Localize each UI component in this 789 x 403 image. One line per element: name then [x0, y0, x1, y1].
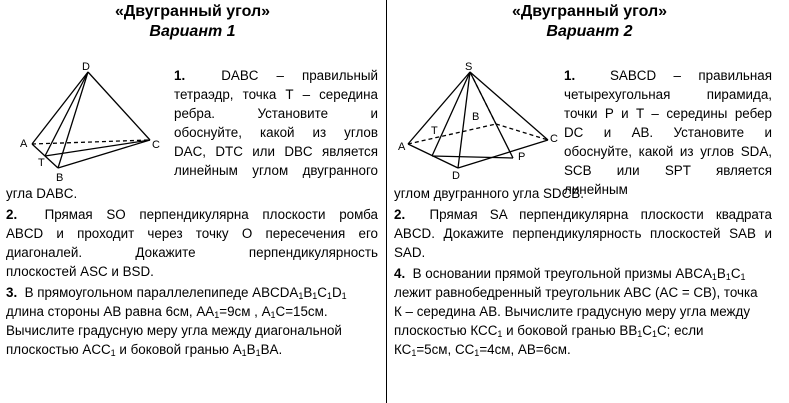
tetrahedron-figure — [14, 60, 164, 185]
task-2-tail: плоскостей ASC и BSD. — [6, 264, 154, 279]
task-1-line-1: 1. DABC – правильный — [174, 68, 378, 83]
label-b: B — [472, 111, 480, 123]
task-3-line-4: плоскостью $ACC_1$ и боковой гранью $A_1B_1BA$. — [6, 342, 283, 358]
label-b: B — [56, 172, 64, 184]
column-divider — [386, 0, 387, 403]
task-2-line-2: ABCD и проходит через точку О пересечения его — [6, 226, 378, 241]
label-c: C — [152, 139, 160, 151]
task-1-line-4: обоснуйте, какой из углов — [174, 125, 378, 140]
label-d: D — [82, 61, 90, 73]
variant-1-title: «Двугранный угол» — [114, 3, 271, 20]
task-1-line-5: DAC, DTC или DBC является — [174, 144, 378, 159]
task-3-line-3: Вычислите градусную меру угла между диагональной — [6, 323, 342, 338]
variant-1-subtitle: Вариант 1 — [149, 23, 236, 40]
task-2-line-1: 2. Прямая SA перпендикулярна плоскости квадрата — [394, 207, 772, 222]
label-p: P — [518, 151, 526, 163]
variant-1-column — [0, 0, 385, 403]
task-1-line-2: тетраэдр, точка Т – середина — [174, 87, 378, 102]
label-d: D — [452, 170, 460, 182]
task-4-line-1: 4. В основании прямой треугольной призмы $ABCA_1B_1C_1$ — [394, 266, 746, 282]
task-2-line-3: диагоналей. Докажите перпендикулярность — [6, 245, 378, 260]
variant-2-column — [390, 0, 789, 403]
label-t: T — [38, 157, 45, 169]
task-2-line-1: 2. Прямая SO перпендикулярна плоскости ромба — [6, 207, 378, 222]
task-1-line-6: линейным углом двугранного — [174, 163, 378, 178]
label-s: S — [465, 61, 473, 73]
label-a: A — [398, 141, 406, 153]
task-3-line-1: 3. В прямоугольном параллелепипеде $ABCDA_1B_1C_1D_1$ — [6, 285, 347, 301]
label-t: T — [431, 125, 438, 137]
task-1-line-2: четырехугольная пирамида, — [564, 87, 772, 102]
task-4-line-3: К – середина АВ. Вычислите градусную меру угла между — [394, 304, 751, 319]
task-1-line-3: точки P и T – середины ребер — [564, 106, 772, 121]
task-1-line-6: SCB или SPT является линейным — [564, 163, 772, 197]
variant-2-subtitle: Вариант 2 — [546, 23, 633, 40]
label-a: A — [20, 138, 28, 150]
task-4-line-5: $КС_1=5см$, $СС_1=4см$, АВ=6см. — [394, 342, 571, 358]
task-2-line-2: ABCD. Докажите перпендикулярность плоскостей SAB и — [394, 226, 772, 241]
task-1-tail: углом двугранного угла SDCB. — [394, 186, 584, 201]
task-2-tail: SAD. — [394, 245, 426, 260]
task-1-line-1: 1. SABCD – правильная — [564, 68, 772, 83]
variant-2-title: «Двугранный угол» — [511, 3, 668, 20]
task-1-tail: угла DABC. — [6, 186, 78, 201]
task-1-line-5: обоснуйте, какой из углов SDA, — [564, 144, 772, 159]
task-4-line-4: плоскостью $КСС_1$ и боковой гранью $ВВ_1С_1С$; если — [394, 323, 704, 339]
task-3-line-2: длина стороны AB равна 6см, $AA_1=9см$ , $A_1C=15см$. — [6, 304, 328, 320]
task-1-line-3: ребра. Установите и — [174, 106, 378, 121]
task-4-line-2: лежит равнобедренный треугольник ABC (AC = CB), точка — [394, 285, 758, 300]
task-1-line-4: DC и AB. Установите и — [564, 125, 772, 140]
pyramid-figure — [398, 60, 563, 180]
label-c: C — [550, 133, 558, 145]
